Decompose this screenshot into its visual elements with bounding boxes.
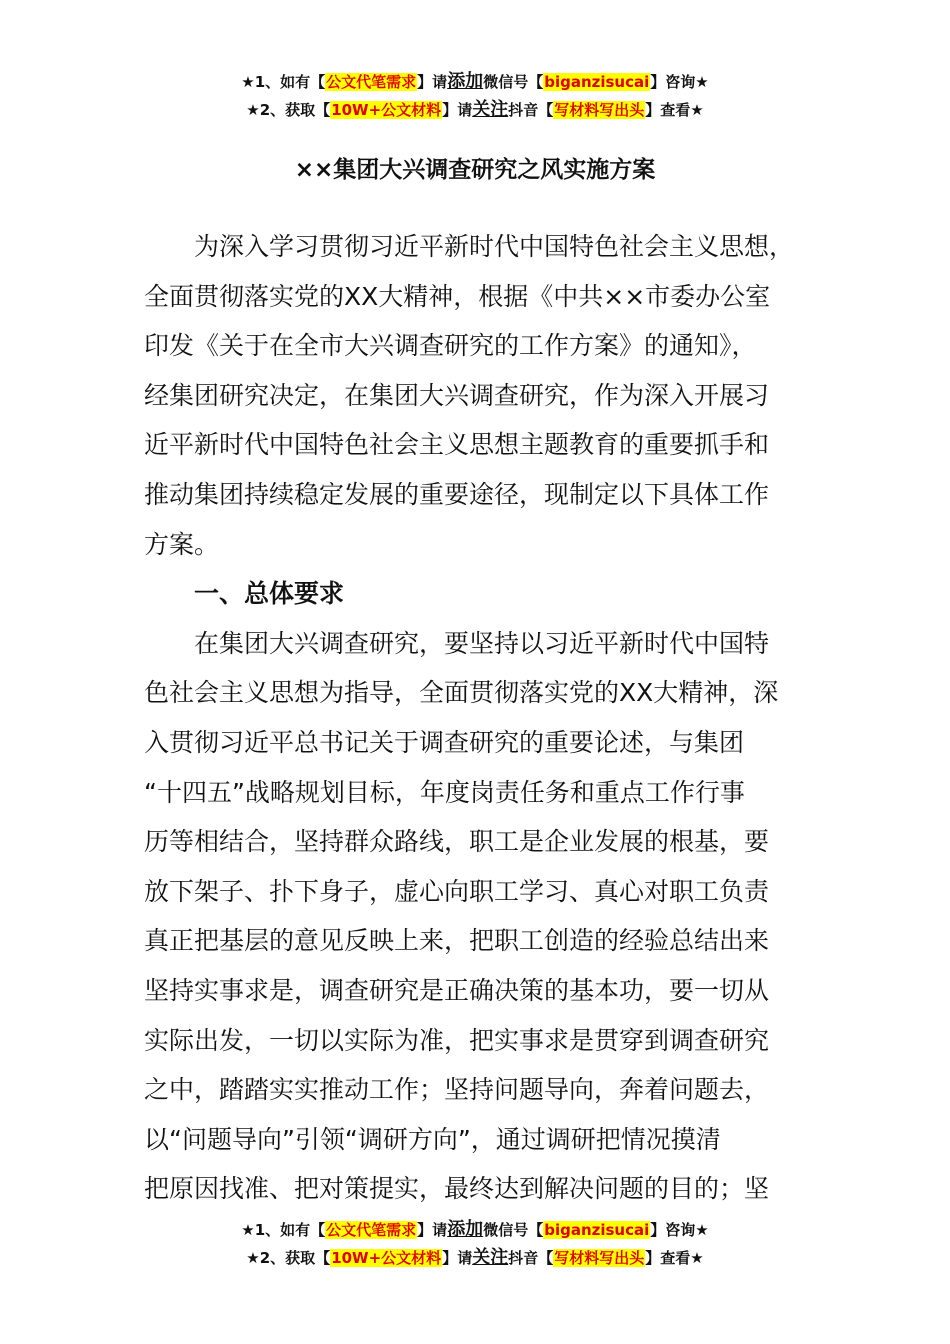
banner-wechat-id: biganzisucai: [544, 1221, 650, 1239]
banner-underlined: 添加: [447, 71, 484, 92]
body-line: 在集团大兴调查研究，要坚持以习近平新时代中国特: [194, 628, 770, 658]
body-line: 历等相结合，坚持群众路线，职工是企业发展的根基，要: [144, 827, 770, 857]
header-banner: [0, 68, 950, 124]
document-title: ××集团大兴调查研究之风实施方案: [294, 157, 656, 183]
banner-text: ★1、如有【: [241, 1221, 326, 1239]
body-line: 为深入学习贯彻习近平新时代中国特色社会主义思想，: [194, 232, 795, 261]
banner-text: 微信号【: [483, 73, 544, 91]
body-line: “十四五”战略规划目标，年度岗责任务和重点工作行事: [144, 777, 745, 807]
body-line: 实际出发，一切以实际为准，把实事求是贯穿到调查研究: [144, 1025, 770, 1055]
body-line: 全面贯彻落实党的XX大精神，根据《中共××市委办公室: [144, 281, 771, 311]
banner-underlined: 关注: [472, 1247, 509, 1268]
body-line: 近平新时代中国特色社会主义思想主题教育的重要抓手和: [144, 430, 770, 460]
banner-underlined: 关注: [472, 99, 509, 120]
body-line: 经集团研究决定，在集团大兴调查研究，作为深入开展习: [144, 380, 770, 410]
banner-highlight: 10W+公文材料: [331, 101, 442, 119]
banner-text: 】查看★: [645, 101, 704, 119]
banner-text: 抖音【: [508, 1249, 554, 1267]
banner-line-1: [0, 1216, 950, 1244]
body-line: 入贯彻习近平总书记关于调查研究的重要论述，与集团: [144, 727, 745, 757]
banner-text: 】查看★: [645, 1249, 704, 1267]
document-body: [144, 222, 834, 1214]
banner-text: ★2、获取【: [246, 1249, 331, 1267]
banner-line-2: [0, 1244, 950, 1272]
banner-text: 】咨询★: [650, 73, 709, 91]
banner-underlined: 添加: [447, 1219, 484, 1240]
banner-text: ★1、如有【: [241, 73, 326, 91]
banner-text: 微信号【: [483, 1221, 544, 1239]
body-line: 真正把基层的意见反映上来，把职工创造的经验总结出来: [144, 926, 770, 956]
body-line: 把原因找准、把对策提实，最终达到解决问题的目的；坚: [144, 1174, 770, 1204]
banner-highlight: 10W+公文材料: [331, 1249, 442, 1267]
banner-line-2: [0, 96, 950, 124]
banner-highlight: 公文代笔需求: [326, 1221, 417, 1239]
banner-highlight: 公文代笔需求: [326, 73, 417, 91]
banner-text: 】请: [417, 1221, 448, 1239]
section-heading: 一、总体要求: [194, 579, 345, 609]
footer-banner: [0, 1216, 950, 1272]
body-line: 之中，踏踏实实推动工作；坚持问题导向，奔着问题去，: [144, 1075, 770, 1105]
body-line: 印发《关于在全市大兴调查研究的工作方案》的通知》，: [144, 331, 757, 361]
banner-text: 】请: [442, 1249, 473, 1267]
banner-douyin-name: 写材料写出头: [554, 1249, 645, 1267]
banner-text: 】请: [442, 101, 473, 119]
banner-text: 】请: [417, 73, 448, 91]
banner-douyin-name: 写材料写出头: [554, 101, 645, 119]
banner-line-1: [0, 68, 950, 96]
banner-text: 】咨询★: [650, 1221, 709, 1239]
body-line: 放下架子、扑下身子，虚心向职工学习、真心对职工负责: [144, 876, 770, 906]
body-line: 方案。: [144, 529, 220, 559]
body-line: 以“问题导向”引领“调研方向”，通过调研把情况摸清: [144, 1124, 721, 1154]
body-line: 色社会主义思想为指导，全面贯彻落实党的XX大精神，深: [144, 678, 779, 708]
banner-text: ★2、获取【: [246, 101, 331, 119]
banner-text: 抖音【: [508, 101, 554, 119]
body-line: 推动集团持续稳定发展的重要途径，现制定以下具体工作: [144, 479, 770, 509]
body-line: 坚持实事求是，调查研究是正确决策的基本功，要一切从: [144, 975, 770, 1005]
banner-wechat-id: biganzisucai: [544, 73, 650, 91]
